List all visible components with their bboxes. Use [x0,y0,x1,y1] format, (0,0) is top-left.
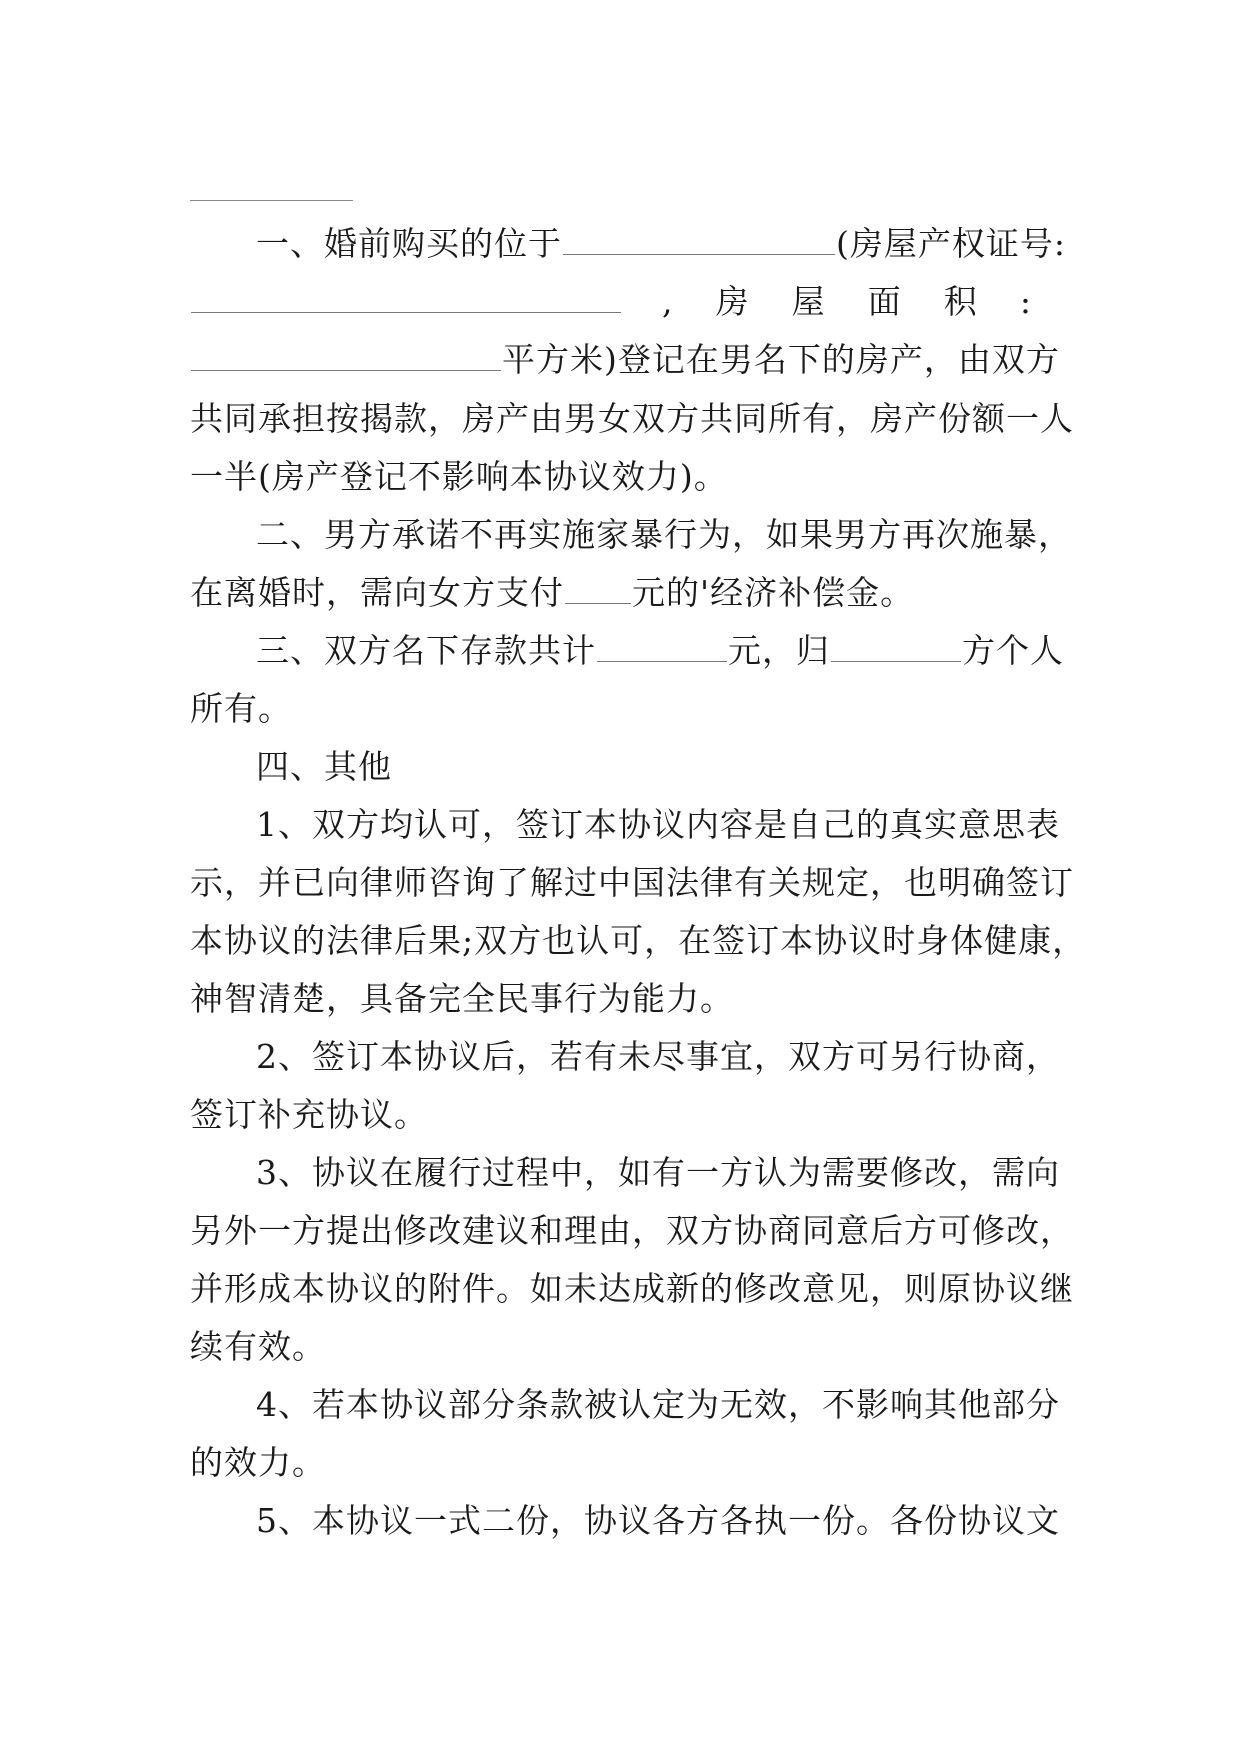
paragraph-line [190,330,1060,390]
area-label [622,272,1032,332]
text-span: (房屋产权证号: [836,224,1066,263]
text-span: 在离婚时，需向女方支付 [190,573,564,612]
blank-underline [191,332,501,371]
blank-underline [597,623,727,662]
paragraph-line: 5、本协议一式二份，协议各方各执一份。各份协议文 [256,1501,1060,1540]
blank-underline [831,623,961,662]
paragraph-line: 四、其他 [256,747,392,786]
text-span: 平方米)登记在男名下的房产，由双方 [502,340,1060,379]
char: 屋 [791,282,826,321]
paragraph-line: 并形成本协议的附件。如未达成新的修改意见，则原协议继 [190,1269,1074,1308]
paragraph-line: 一半(房产登记不影响本协议效力)。 [190,457,728,496]
paragraph-line: 示，并已向律师咨询了解过中国法律有关规定，也明确签订 [190,863,1074,902]
paragraph-line: 二、男方承诺不再实施家暴行为，如果男方再次施暴， [256,515,1072,554]
text-span: 元的'经济补偿金。 [632,573,915,612]
blank-underline [565,565,631,604]
paragraph-line: 2、签订本协议后，若有未尽事宜，双方可另行协商， [256,1037,1060,1076]
text-span: 元，归 [728,631,830,670]
paragraph-line: 1、双方均认可，签订本协议内容是自己的真实意思表 [256,805,1060,844]
paragraph-line [190,272,1050,332]
paragraph-line [190,563,1050,623]
paragraph-line: 共同承担按揭款，房产由男女双方共同所有，房产份额一人 [190,399,1074,438]
paragraph-line: 3、协议在履行过程中，如有一方认为需要修改，需向 [256,1153,1060,1192]
blank-underline [563,216,835,255]
text-span: 三、双方名下存款共计 [256,631,596,670]
blank-underline [191,274,621,313]
char: 面 [867,282,902,321]
paragraph-line: 4、若本协议部分条款被认定为无效，不影响其他部分 [256,1385,1060,1424]
paragraph-line [256,621,1116,681]
blank-underline [190,200,353,201]
char: 积 [943,282,978,321]
char: , [662,282,674,321]
paragraph-line: 所有。 [190,689,292,728]
paragraph-line: 续有效。 [190,1327,326,1366]
text-span: 方个人 [962,631,1064,670]
paragraph-line: 签订补充协议。 [190,1095,428,1134]
paragraph-line: 神智清楚，具备完全民事行为能力。 [190,979,734,1018]
char: : [1019,282,1032,321]
char: 房 [715,282,750,321]
paragraph-line: 的效力。 [190,1443,326,1482]
text-span: 一、婚前购买的位于 [256,224,562,263]
paragraph-line: 另外一方提出修改建议和理由，双方协商同意后方可修改， [190,1211,1074,1250]
spaced-label [622,272,1032,332]
paragraph-line [256,214,1116,274]
paragraph-line: 本协议的法律后果;双方也认可，在签订本协议时身体健康， [190,921,1087,960]
